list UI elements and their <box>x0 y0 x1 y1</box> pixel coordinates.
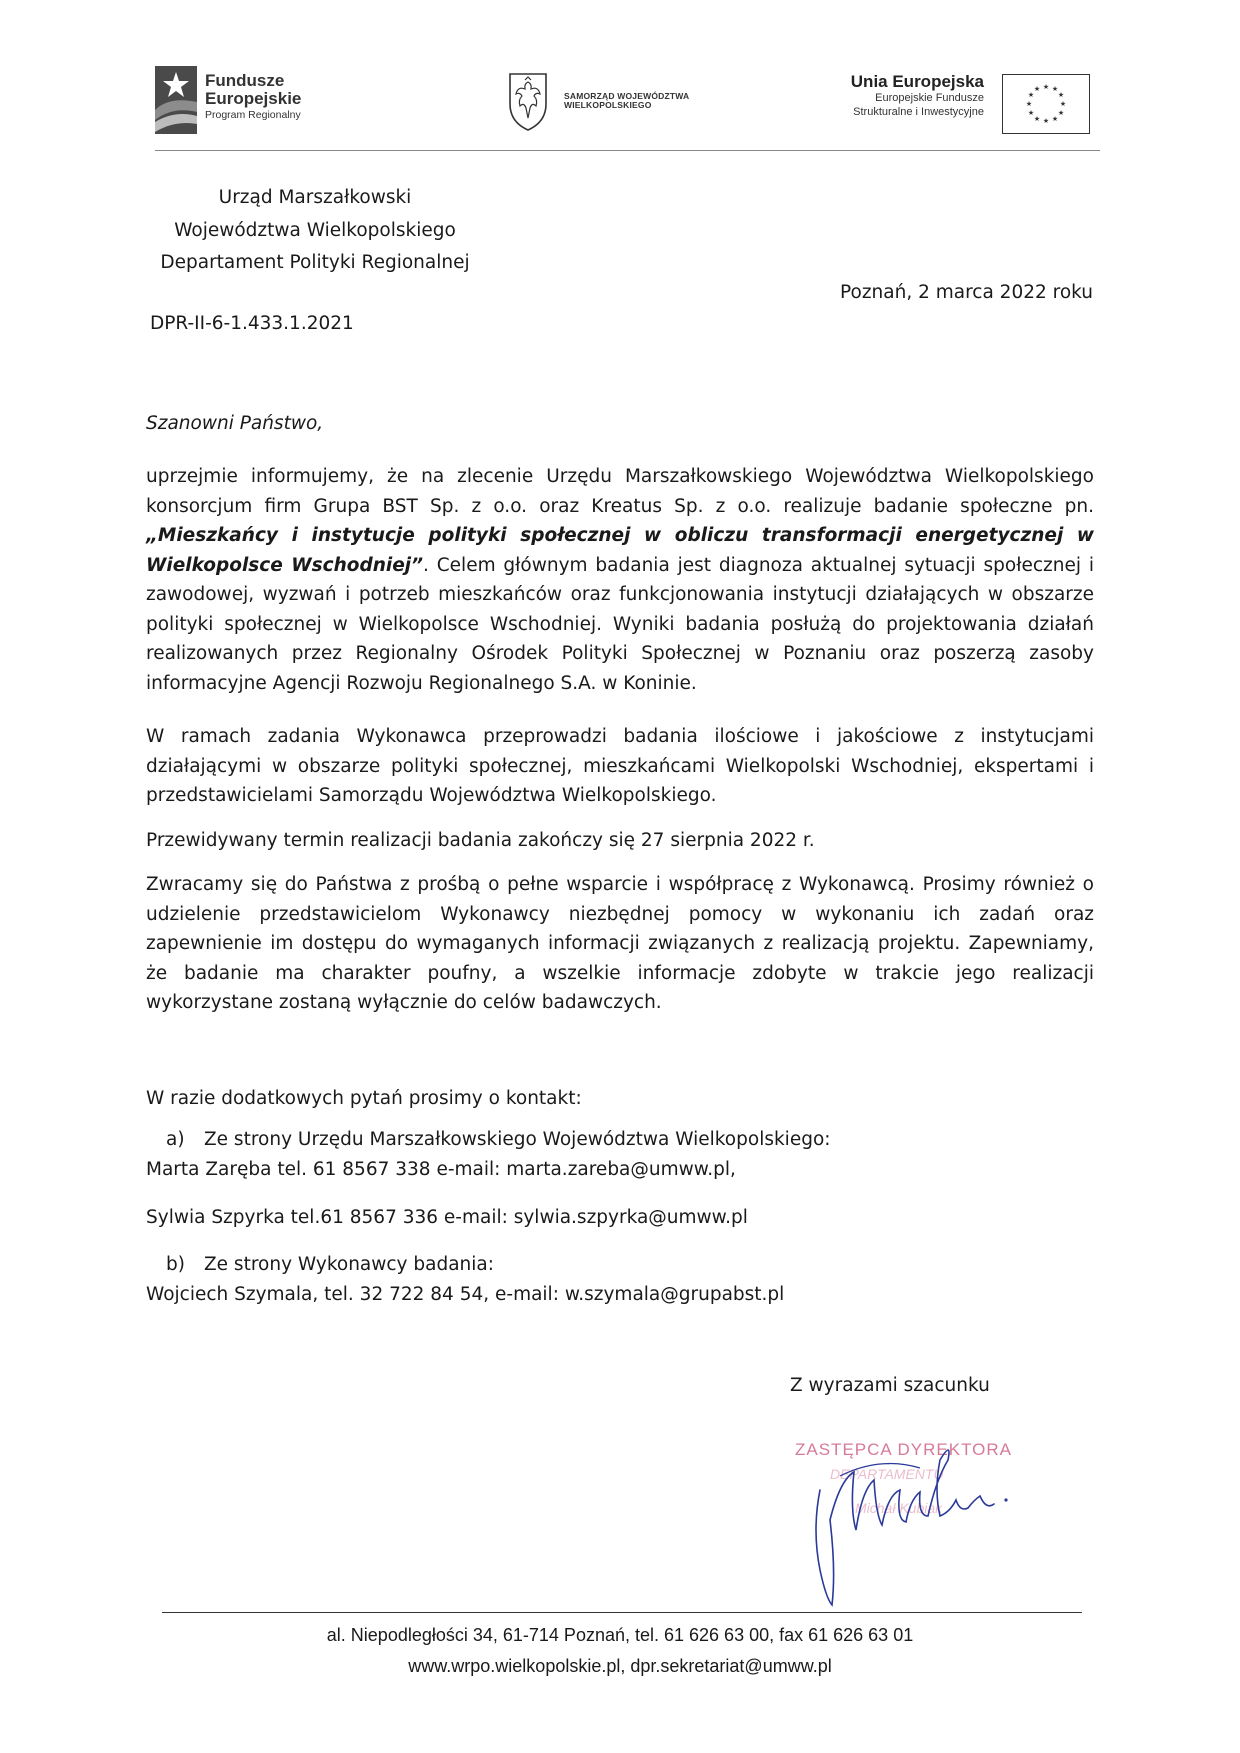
footer-divider <box>162 1612 1082 1613</box>
svg-text:★: ★ <box>1027 91 1035 99</box>
sender-line3: Departament Polityki Regionalnej <box>160 252 470 273</box>
svg-text:★: ★ <box>1033 85 1041 93</box>
svg-text:★: ★ <box>1051 115 1059 123</box>
contact-a-label: a) <box>166 1129 185 1150</box>
unia-europejska-logo-text <box>851 72 984 119</box>
samorzad-wielkopolski-logo <box>508 70 738 140</box>
svg-text:★: ★ <box>1027 109 1035 117</box>
header-divider <box>155 150 1100 151</box>
reference-number: DPR-II-6-1.433.1.2021 <box>150 313 354 334</box>
svg-text:★: ★ <box>1051 85 1059 93</box>
svg-text:★: ★ <box>1042 117 1050 125</box>
fundusze-europejskie-logo <box>155 62 355 142</box>
study-title: „Mieszkańcy i instytucje polityki społecznej w obliczu transformacji energetycznej w Wielkopolsce Wschodniej” <box>146 525 1094 576</box>
wlkp-logo-line1: SAMORZĄD WOJEWÓDZTWA <box>564 91 690 101</box>
sender-address <box>150 182 480 280</box>
contact-a-person2: Sylwia Szpyrka tel.61 8567 336 e-mail: sylwia.szpyrka@umww.pl <box>146 1207 748 1228</box>
contact-a-heading <box>166 1129 831 1150</box>
eagle-coat-of-arms-icon <box>508 70 548 132</box>
svg-text:★: ★ <box>1057 91 1065 99</box>
svg-text:★: ★ <box>1057 109 1065 117</box>
eu-flag-icon <box>1002 74 1090 134</box>
footer-address: al. Niepodległości 34, 61-714 Poznań, tel. 61 626 63 00, fax 61 626 63 01 <box>326 1625 914 1645</box>
fe-logo-line3: Program Regionalny <box>205 108 301 121</box>
body-paragraph-4: Zwracamy się do Państwa z prośbą o pełne wsparcie i współpracę z Wykonawcą. Prosimy również o udzielenie przedstawicielom Wykonawcy niezbędnej pomocy w wykonaniu ich zadań oraz zapewnienie im dostępu do wymaganych informacji związanych z realizacją projektu. Zapewniamy, że badanie ma charakter poufny, a wszelkie informacje zdobyte w trakcie jego realizacji wykorzystane zostaną wyłącznie do celów badawczych. <box>146 874 1094 1013</box>
body-paragraph-1 <box>146 462 1094 698</box>
closing-salutation: Z wyrazami szacunku <box>790 1375 990 1396</box>
eu-logo-line3: Strukturalne i Inwestycyjne <box>853 105 984 118</box>
svg-text:★: ★ <box>1033 115 1041 123</box>
sender-line2: Województwa Wielkopolskiego <box>174 219 456 241</box>
contact-a-heading-text: Ze strony Urzędu Marszałkowskiego Województwa Wielkopolskiego: <box>204 1129 831 1150</box>
greeting: Szanowni Państwo, <box>146 413 324 434</box>
p1-intro: uprzejmie informujemy, że na zlecenie Urzędu Marszałkowskiego Województwa Wielkopolskiego konsorcjum firm Grupa BST Sp. z o.o. oraz Kreatus Sp. z o.o. realizuje badanie społeczne pn. <box>146 466 1094 517</box>
fe-logo-line1: Fundusze <box>205 71 285 90</box>
contact-b-heading <box>166 1254 494 1275</box>
body-paragraph-2: W ramach zadania Wykonawca przeprowadzi badania ilościowe i jakościowe z instytucjami działającymi w obszarze polityki społecznej, mieszkańcami Wielkopolski Wschodniej, ekspertami i przedstawicielami Samorządu Województwa Wielkopolskiego. <box>146 726 1094 806</box>
contact-b-label: b) <box>166 1254 185 1275</box>
wlkp-logo-line2: WIELKOPOLSKIEGO <box>564 100 652 111</box>
svg-text:★: ★ <box>1042 83 1050 91</box>
svg-text:★: ★ <box>1059 100 1067 108</box>
stamp-name: Michał Kubiak <box>855 1500 943 1516</box>
contact-a-person1: Marta Zaręba tel. 61 8567 338 e-mail: marta.zareba@umww.pl, <box>146 1159 736 1180</box>
contact-intro: W razie dodatkowych pytań prosimy o kontakt: <box>146 1088 582 1109</box>
p1-rest: . Celem głównym badania jest diagnoza aktualnej sytuacji społecznej i zawodowej, wyzwań i potrzeb mieszkańców oraz funkcjonowania instytucji działających w obszarze polityki społecznej w Wielkopolsce Wschodniej. Wyniki badania posłużą do projektowania działań realizowanych przez Regionalny Ośrodek Polityki Społecznej w Poznaniu oraz poszerzą zasoby informacyjne Agencji Rozwoju Regionalnego S.A. w Koninie. <box>146 554 1094 694</box>
svg-text:★: ★ <box>1025 100 1033 108</box>
stamp-department: DEPARTAMENTU <box>830 1466 944 1482</box>
stamp-title: ZASTĘPCA DYREKTORA <box>795 1440 1013 1459</box>
eu-logo-line1: Unia Europejska <box>850 72 984 91</box>
footer-web: www.wrpo.wielkopolskie.pl, dpr.sekretariat@umww.pl <box>408 1656 832 1676</box>
letter-date: Poznań, 2 marca 2022 roku <box>840 282 1094 303</box>
fe-logo-line2: Europejskie <box>205 88 302 108</box>
eu-logo-line2: Europejskie Fundusze <box>875 92 984 105</box>
body-paragraph-3: Przewidywany termin realizacji badania zakończy się 27 sierpnia 2022 r. <box>146 830 815 851</box>
fe-star-icon <box>155 66 197 134</box>
sender-line1: Urząd Marszałkowski <box>218 187 412 208</box>
handwritten-signature <box>790 1420 1020 1610</box>
contact-b-person1: Wojciech Szymala, tel. 32 722 84 54, e-mail: w.szymala@grupabst.pl <box>146 1284 785 1305</box>
contact-b-heading-text: Ze strony Wykonawcy badania: <box>204 1254 494 1275</box>
